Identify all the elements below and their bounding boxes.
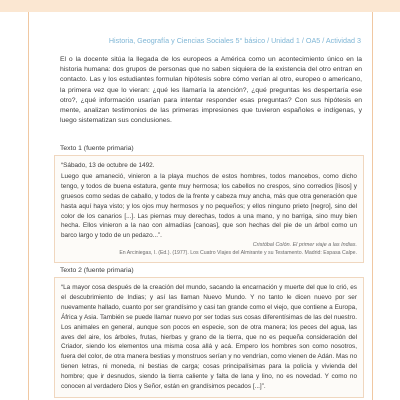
right-margin-rule <box>372 12 373 400</box>
text1-body: Luego que amaneció, vinieron a la playa muchos de estos hombres, todos mancebos, como dicho tengo, y todos de buena estatura, gente muy hermosa; los cabellos no crespos, sino corredios [lisos] y gruesos como sedas de caballo, y todos de la frente y cabeza muy ancha, más que otra generación que hasta aquí haya visto; y los ojos muy hermosos y no pequeños; y ellos ninguno prieto [negro], sino del color de los canarios [...]. Las piernas muy derechas, todos a una mano, y no barriga, sino muy bien hecha. Ellos vinieron a la nao con almadías [canoas], que son hechas del pie de un árbol como un barco largo y todo de un pedazo...”. <box>61 172 357 240</box>
page-breadcrumb: Historia, Geografía y Ciencias Sociales 5° básico / Unidad 1 / OA5 / Actividad 3 <box>108 36 361 45</box>
top-color-band <box>0 0 400 12</box>
text1-title: Texto 1 (fuente primaria) <box>60 145 134 152</box>
text1-date: “Sábado, 13 de octubre de 1492. <box>61 162 155 169</box>
text1-citation: Cristóbal Colón. El primer viaje a las Indias. <box>252 242 357 249</box>
text1-source-box <box>54 155 364 263</box>
left-margin-rule <box>28 12 29 400</box>
intro-paragraph: El o la docente sitúa la llegada de los europeos a América como un acontecimiento único en la historia humana: dos grupos de personas que no saben siquiera de la existencia del otro entran en contacto. Las y los estudiantes formulan hipótesis sobre cómo verían al otro, europeo o americano, la primera vez que lo vieran: ¿qué les llamaría la atención?, ¿qué preguntas les despertaría ese otro?, ¿qué información usarían para intentar responder esas preguntas? Con sus hipótesis en mente, analizan testimonios de las primeras impresiones que tuvieron españoles e indígenas, y luego sistematizan sus conclusiones. <box>60 56 362 125</box>
text2-body: “La mayor cosa después de la creación del mundo, sacando la encarnación y muerte del que lo crió, es el descubrimiento de Indias; y así las llaman Nuevo Mundo. Y no tanto le dicen nuevo por ser nuevamente hallado, cuanto por ser grandísimo y casi tan grande como el viejo, que contiene a Europa, África y Asia. También se puede llamar nuevo por ser todas sus cosas diferentísimas de las del nuestro. Los animales en general, aunque son pocos en especie, son de otra manera; los peces del agua, las aves del aire, los árboles, frutas, hierbas y grano de la tierra, que no es pequeña consideración del Criador, siendo los elementos una misma cosa allá y acá. Empero los hombres son como nosotros, fuera del color, de otra manera bestias y monstruos serían y no vendrían, como vienen de Adán. Mas no tienen letras, ni moneda, ni bestias de carga; cosas principalísimas para la policía y vivienda del hombre; que ir desnudos, siendo la tierra caliente y falta de lana y lino, no es novedad. Y como no conocen al verdadero Dios y Señor, están en grandísimos pecados [...]”. <box>61 284 357 391</box>
text1-reference: En Arciniegas, I. (Ed.). (1977). Los Cuatro Viajes del Almirante y su Testamento. Madrid: Espasa Calpe. <box>119 250 357 257</box>
text2-title: Texto 2 (fuente primaria) <box>60 267 134 274</box>
text2-source-box <box>54 277 364 398</box>
